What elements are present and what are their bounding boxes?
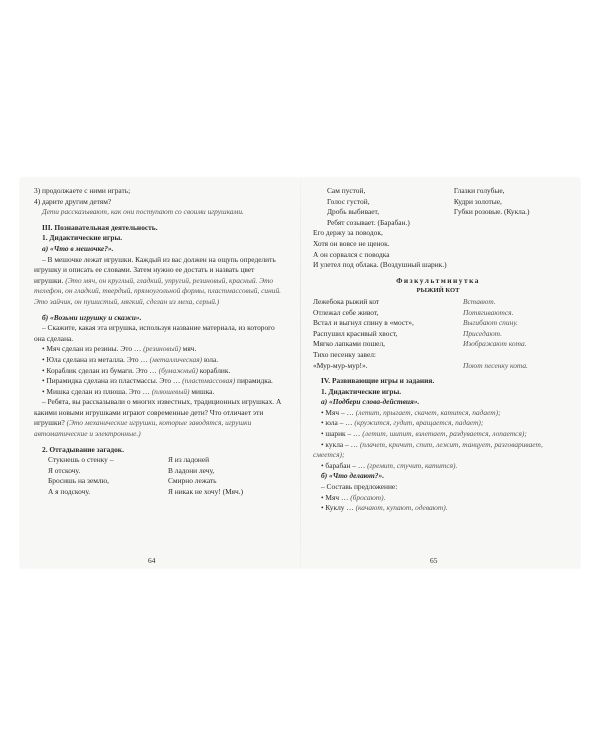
riddle-line: Кудри золотые, [453,196,502,206]
left-page [34,186,284,498]
list-item: • Мяч … (бросают). [321,492,386,502]
riddle-line: Хотя он вовсе не щенок. [313,238,390,248]
poem-row: Лежебока рыжий кот Вставют. [313,296,496,306]
game-text: – Скажите, какая эта игрушка, используя название материала, из которого она сделана. [34,323,275,343]
riddle-line: Сам пустой, [327,186,366,195]
game-title: а) «Подбери слова-действия». [321,397,420,407]
subsection-title: 1. Дидактические игры. [42,233,123,243]
game-title: б) «Что делают?». [321,471,385,481]
riddle-line: И улетел под облака. (Воздушный шарик.) [313,260,447,270]
section-title: III. Познавательная деятельность. [42,222,158,232]
poem-row: Отлежал себе живот, Потягиваются. [313,307,514,317]
right-page [313,186,563,514]
book-gutter [300,178,301,568]
poem-row: Мягко лапками пошел, Изображают кота. [313,339,527,349]
list-item: • шарик – … (летит, шипит, взлетает, раздувается, лопается); [321,429,527,439]
list-item: • Мяч сделан из резины. Это … (резиновый) мяч. [42,344,197,354]
riddle-line: Я отскочу. [48,465,81,475]
riddle-line: А я подскочу. [48,487,91,497]
page-number: 65 [430,556,438,565]
riddle-line: Глазки голубые, [453,186,505,195]
list-item: • барабан – … (гремит, стучит, катится). [321,460,458,470]
riddle-line: Стукнешь о стенку – [48,455,114,465]
riddle [34,455,284,497]
text-line: 4) дарите другим детям? [34,196,112,206]
poem-row: Тихо песенку завел: [313,349,376,359]
subsection-title: 1. Дидактические игры. [321,386,402,396]
riddle-line: Голос густой, [327,196,370,206]
riddle-line: Ребят созывает. (Барабан.) [327,217,410,227]
list-item: • юла – … (кружится, гудит, вращается, падает); [321,418,484,428]
list-item: • Мишка сделан из плюша. Это … (плюшевый) мишка. [42,386,215,396]
intro-note: Дети рассказывают, как они поступают со своими игрушками. [42,207,244,217]
riddle-line: Я из ладоней [168,455,210,465]
poem-row: Распушил красивый хвост, Приседают. [313,328,502,338]
list-item: • Куклу … (качают, купают, одевают). [321,503,448,513]
poem-row: «Мур-мур-мур!». Поют песенку кота. [313,360,528,370]
section-title: IV. Развивающие игры и задания. [321,376,435,386]
fizkult-title: Физкультминутка [396,275,480,285]
riddle-line: Я никак не хочу! (Мяч.) [168,487,244,497]
list-item: • кукла – … (плачет, кричит, спит, лежит, танцует, разговаривает, смеется); [313,439,543,460]
list-item: • Пирамидка сделана из пластмассы. Это … (пластмассовая) пирамидка. [42,376,273,386]
riddle-line: Его держу за поводок, [313,228,383,238]
riddle-line: Бросишь на землю, [48,476,109,486]
riddle-line: Губки розовые. (Кукла.) [453,207,530,217]
poem-row: Встал и выгнул спину в «мост», Выгибают спину. [313,318,518,328]
riddle-line: Дробь выбивает, [327,207,380,217]
text-line: 3) продолжаете с ними играть; [34,186,131,195]
game-title: а) «Что в мешочке?». [42,243,114,253]
riddle [313,186,563,228]
poem-title: РЫЖИЙ КОТ [416,287,460,295]
list-item: • Кораблик сделан из бумаги. Это … (бумажный) кораблик. [42,365,231,375]
subsection-title: 2. Отгадывание загадок. [42,444,124,454]
game-text: – Составь предложение: [321,482,398,492]
list-item: • Мяч – … (летит, прыгает, скачет, катится, падает); [321,407,501,417]
game-text: – В мешочке лежат игрушки. Каждый из вас должен на ощупь определить игрушку и описать ее словами. Затем нужно ее достать и назвать цвет игрушки. (Это мяч, он круглый, гладкий, упругий, резиновый, красный. Это телефон, он гладкий, твердый, прямоугольной формы, пластмассовый, синий. Это зайчик, он пушистый, мягкий, сделан из меха, серый.) [34,254,282,306]
closing-question: – Ребята, вы рассказывали о многих известных, традиционных игрушках. А какими новыми игрушками играют современные дети? Что отличает эти игрушки? (Это механические игрушки, которые заводятся, игрушки автоматические и электронные.) [34,397,282,439]
riddle-line: В ладони лечу, [168,465,215,475]
game-title: б) «Возьми игрушку и скажи». [42,312,142,322]
list-item: • Юла сделана из металла. Это … (металлическая) юла. [42,354,219,364]
riddle-line: А он сорвался с поводка [313,249,390,259]
page-number: 64 [148,556,156,565]
riddle-line: Смирно лежать [168,476,217,486]
